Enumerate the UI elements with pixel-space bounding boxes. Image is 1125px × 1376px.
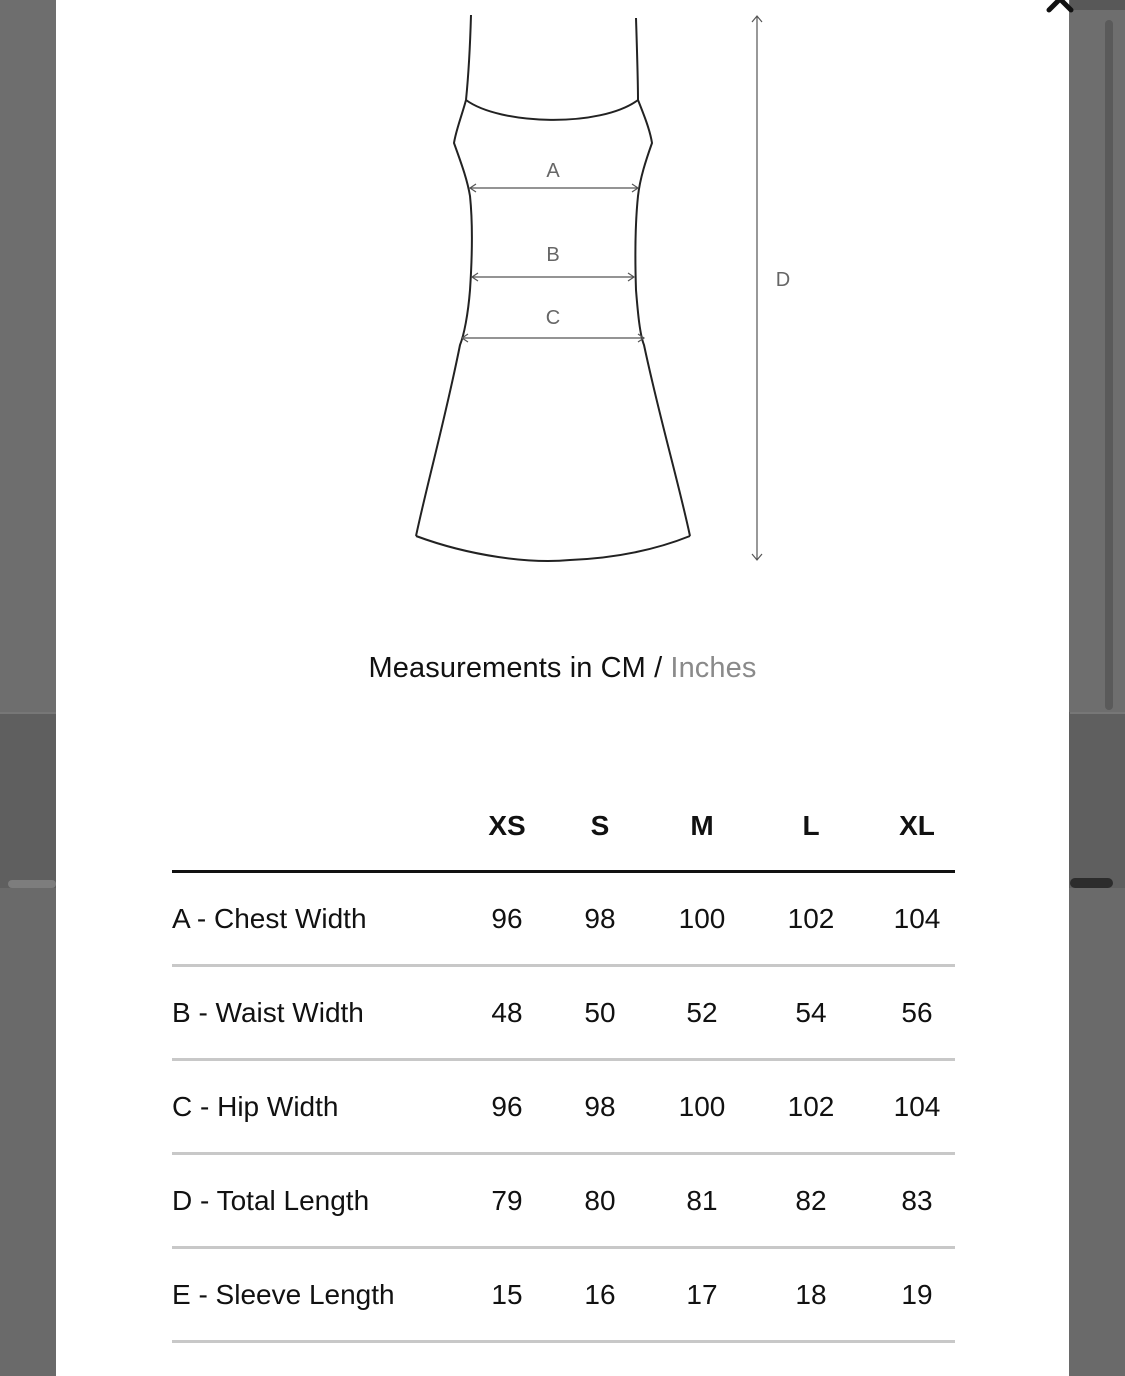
row-label: B - Waist Width <box>172 997 364 1028</box>
table-cell: 96 <box>491 903 523 934</box>
background-handle-left <box>8 880 56 888</box>
unit-cm[interactable]: Measurements in CM <box>368 652 646 684</box>
table-cell: 81 <box>686 1185 718 1216</box>
table-cell: 15 <box>491 1279 523 1310</box>
unit-inches[interactable]: Inches <box>670 652 757 684</box>
table-cell: 16 <box>584 1279 616 1310</box>
size-table <box>172 800 955 1342</box>
measure-arrows <box>462 16 762 560</box>
table-cell: 98 <box>584 1091 616 1122</box>
label-d: D <box>775 269 791 291</box>
row-label: D - Total Length <box>172 1185 370 1216</box>
background-handle-right <box>1070 878 1113 888</box>
unit-separator: / <box>645 652 671 684</box>
background-divider <box>0 712 56 714</box>
table-header <box>172 800 955 872</box>
units-toggle <box>0 652 1125 685</box>
table-cell: 82 <box>795 1185 827 1216</box>
table-cell: 96 <box>491 1091 523 1122</box>
table-cell: 100 <box>678 903 726 934</box>
table-cell: 80 <box>584 1185 616 1216</box>
table-cell: 104 <box>893 1091 941 1122</box>
table-cell: 56 <box>901 997 933 1028</box>
row-label: C - Hip Width <box>172 1091 339 1122</box>
table-row <box>172 966 955 1060</box>
table-row <box>172 872 955 966</box>
table-cell: 48 <box>491 997 523 1028</box>
size-header-s: S <box>590 810 610 841</box>
dress-diagram <box>380 0 820 600</box>
size-header-xl: XL <box>899 810 935 841</box>
table-cell: 50 <box>584 997 616 1028</box>
table-cell: 79 <box>491 1185 523 1216</box>
row-label: A - Chest Width <box>172 903 367 934</box>
table-cell: 98 <box>584 903 616 934</box>
table-cell: 17 <box>686 1279 718 1310</box>
table-cell: 104 <box>893 903 941 934</box>
size-header-m: M <box>690 810 714 841</box>
table-row <box>172 1154 955 1248</box>
background-divider-right <box>1070 712 1125 714</box>
label-b: B <box>546 244 560 266</box>
label-c: C <box>545 307 561 329</box>
table-cell: 18 <box>795 1279 827 1310</box>
table-cell: 52 <box>686 997 718 1028</box>
size-header-l: L <box>802 810 820 841</box>
row-label: E - Sleeve Length <box>172 1279 395 1310</box>
size-header-xs: XS <box>488 810 526 841</box>
table-cell: 54 <box>795 997 827 1028</box>
table-cell: 19 <box>901 1279 933 1310</box>
table-cell: 102 <box>787 903 835 934</box>
table-row <box>172 1248 955 1342</box>
table-row <box>172 1060 955 1154</box>
row-divider <box>172 1340 955 1343</box>
close-button[interactable] <box>1041 0 1081 16</box>
label-a: A <box>546 160 560 182</box>
table-cell: 100 <box>678 1091 726 1122</box>
scrollbar[interactable] <box>1105 20 1113 710</box>
close-icon <box>1041 0 1081 16</box>
table-cell: 83 <box>901 1185 933 1216</box>
table-cell: 102 <box>787 1091 835 1122</box>
dress-outline <box>416 15 690 561</box>
